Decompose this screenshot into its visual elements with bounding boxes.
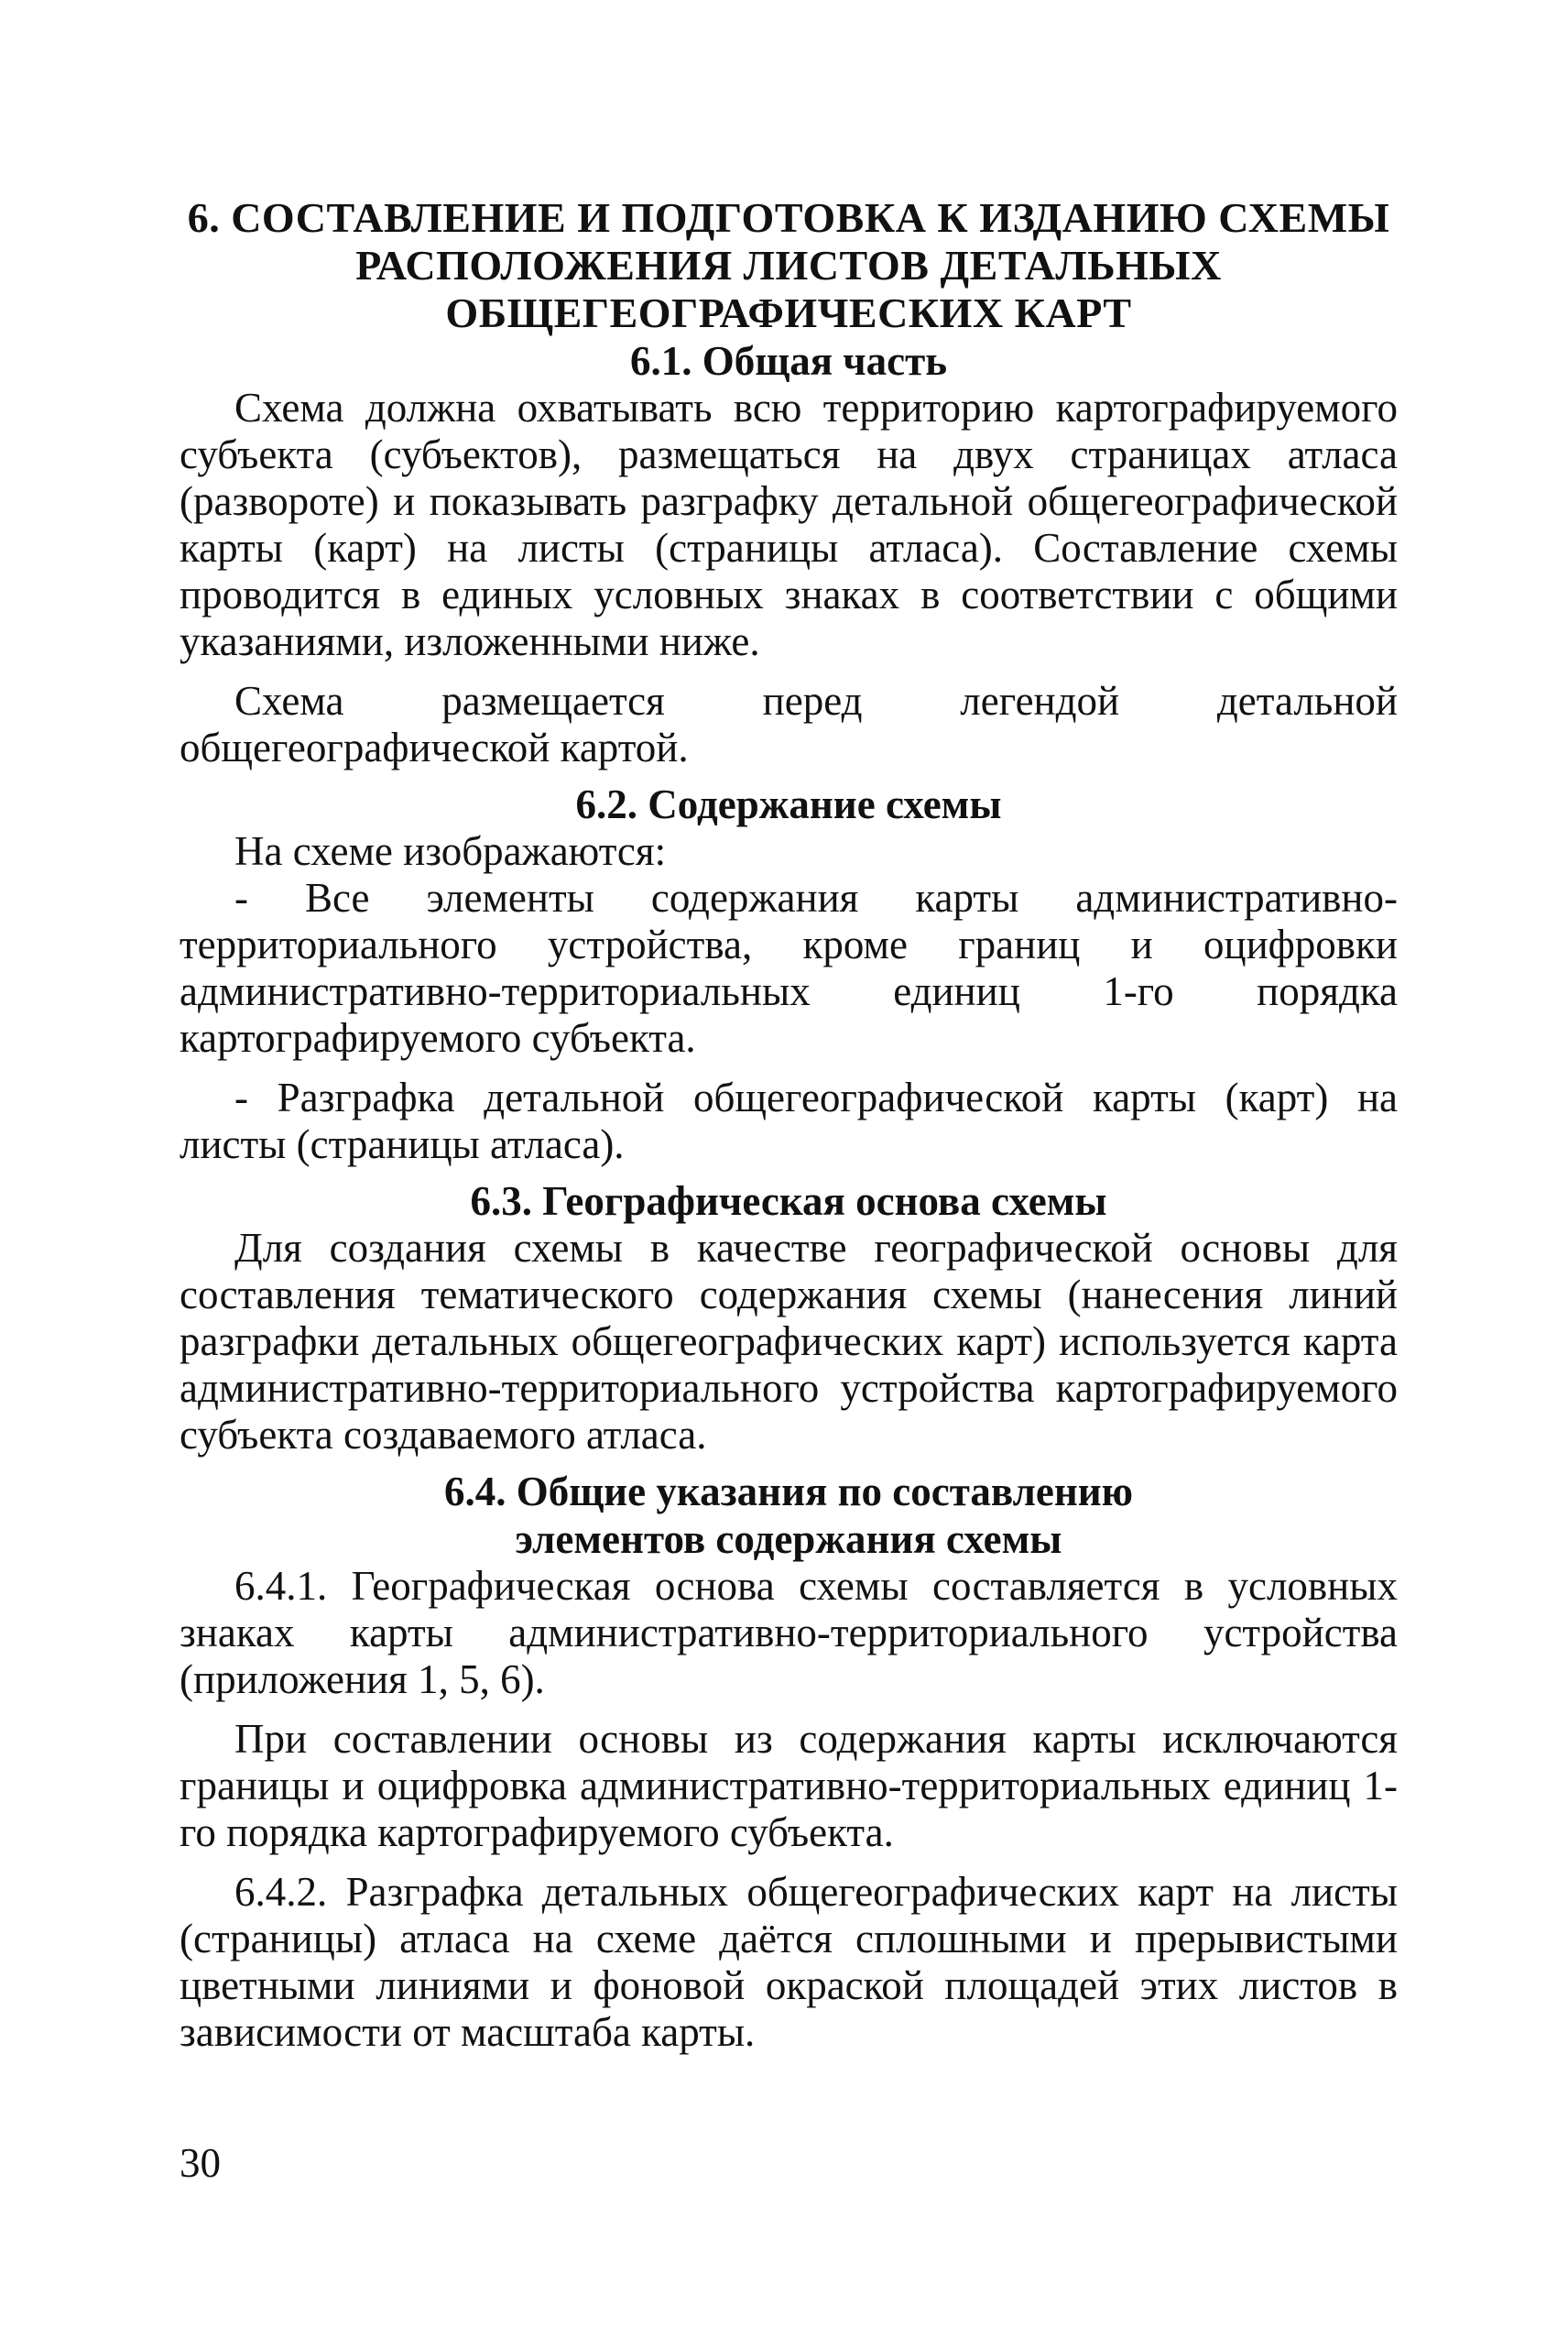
section-6-2-list-item-2: - Разграфка детальной общегеографической карты (карт) на листы (страницы атласа).: [180, 1075, 1398, 1167]
section-6-1-paragraph-1: Схема должна охватывать всю территорию картографируемого субъекта (субъектов), размещаться на двух страницах атласа (развороте) и показывать разграфку детальной общегеографической карты (карт) на листы (страницы атласа). Составление схемы проводится в единых условных знаках в соответствии с общими указаниями, изложенными ниже.: [180, 385, 1398, 664]
chapter-title: [180, 194, 1398, 337]
section-heading-6-4-line-1: 6.4. Общие указания по составлению: [443, 1469, 1134, 1514]
section-heading-6-1: 6.1. Общая часть: [629, 338, 948, 384]
section-heading-6-4-line-2: элементов содержания схемы: [515, 1516, 1062, 1562]
chapter-title-line-1: 6. СОСТАВЛЕНИЕ И ПОДГОТОВКА К ИЗДАНИЮ СХЕМЫ: [187, 194, 1390, 241]
section-6-2-list-item-1: - Все элементы содержания карты административно-территориального устройства, кроме границ и оцифровки административно-территориальных единиц 1-го порядка картографируемого субъекта.: [180, 875, 1398, 1061]
document-page: [180, 194, 1398, 2056]
page-number: 30: [180, 2140, 221, 2186]
chapter-title-line-3: ОБЩЕГЕОГРАФИЧЕСКИХ КАРТ: [445, 290, 1132, 336]
chapter-title-line-2: РАСПОЛОЖЕНИЯ ЛИСТОВ ДЕТАЛЬНЫХ: [355, 242, 1222, 289]
section-6-2-paragraph-1: На схеме изображаются:: [234, 828, 667, 874]
section-6-3-paragraph-1: Для создания схемы в качестве географической основы для составления тематического содержания схемы (нанесения линий разграфки детальных общегеографических карт) используется карта административно-территориального устройства картографируемого субъекта создаваемого атласа.: [180, 1225, 1398, 1458]
section-heading-6-2: 6.2. Содержание схемы: [575, 781, 1002, 827]
section-heading-6-4: [180, 1468, 1398, 1563]
section-6-4-paragraph-2: При составлении основы из содержания карты исключаются границы и оцифровка административно-территориальных единиц 1-го порядка картографируемого субъекта.: [180, 1716, 1398, 1855]
section-6-1-paragraph-2: Схема размещается перед легендой детальной общегеографической картой.: [180, 678, 1398, 770]
section-heading-6-3: 6.3. Географическая основа схемы: [470, 1178, 1107, 1224]
section-6-4-paragraph-3: 6.4.2. Разграфка детальных общегеографических карт на листы (страницы) атласа на схеме даётся сплошными и прерывистыми цветными линиями и фоновой окраской площадей этих листов в зависимости от масштаба карты.: [180, 1869, 1398, 2055]
section-6-4-paragraph-1: 6.4.1. Географическая основа схемы составляется в условных знаках карты административно-территориального устройства (приложения 1, 5, 6).: [180, 1563, 1398, 1702]
